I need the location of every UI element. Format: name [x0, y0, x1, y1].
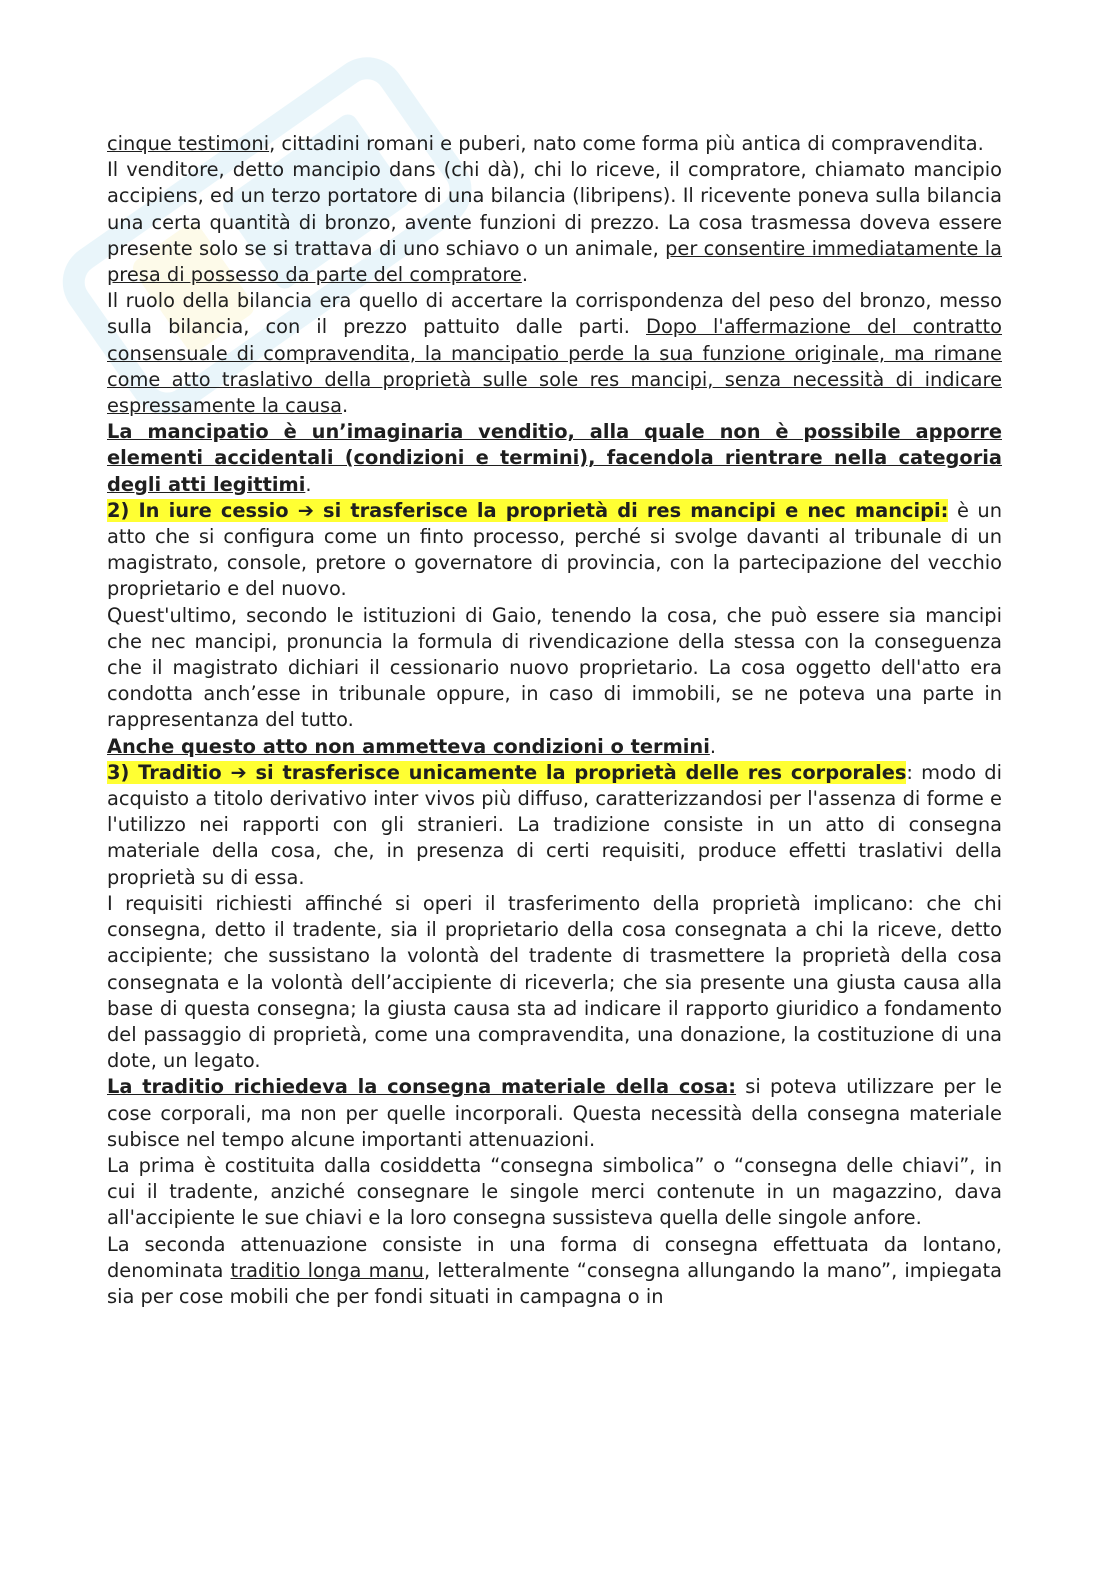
- text-run: .: [305, 472, 312, 496]
- paragraph-p6: [107, 603, 1002, 734]
- text-run: La traditio richiedeva la consegna materiale della cosa:: [107, 1075, 737, 1099]
- text-run: Quest'ultimo, secondo le istituzioni di Gaio, tenendo la cosa, che può essere sia mancipi che nec mancipi, pronuncia la formula di rivendicazione della stessa con la conseguenza che il magistrato dichiari il cessionario nuovo proprietario. La cosa oggetto dell'atto era condotta anch’esse in tribunale oppure, in caso di immobili, se ne poteva una parte in rappresentanza del tutto.: [107, 603, 1002, 732]
- text-run: La mancipatio è un’imaginaria venditio, alla quale non è possibile apporre elementi accidentali (condizioni e termini), facendola rientrare nella categoria degli atti legittimi: [107, 420, 1002, 496]
- paragraph-p4: [107, 419, 1002, 498]
- paragraph-p1: [107, 131, 1002, 157]
- text-run: 3) Traditio: [107, 760, 231, 784]
- text-run: .: [709, 734, 717, 758]
- text-run: per consentire immediatamente la presa di possesso da parte del compratore: [107, 236, 1002, 287]
- arrow-right-icon: ➔: [230, 760, 247, 784]
- document-body: [107, 131, 1002, 1310]
- text-run: Il ruolo della bilancia era quello di accertare la corrispondenza del peso del bronzo, messo sulla bilancia, con il prezzo pattuito dalle parti.: [107, 289, 1002, 339]
- text-run: .: [341, 394, 349, 418]
- text-run: si trasferisce la proprietà di res mancipi e nec mancipi:: [313, 498, 949, 522]
- text-run: si trasferisce unicamente la proprietà delle res corporales: [246, 760, 907, 784]
- text-run: si poteva utilizzare per le cose corporali, ma non per quelle incorporali. Questa necessità della consegna materiale subisce nel tempo alcune importanti attenuazioni.: [107, 1075, 1002, 1151]
- text-run: Dopo l'affermazione del contratto consensuale di compravendita, la mancipatio perde la sua funzione originale, ma rimane come atto traslativo della proprietà sulle sole res mancipi, senza necessità di indicare espressamente la causa: [107, 315, 1002, 418]
- arrow-right-icon: ➔: [297, 498, 314, 522]
- text-run: è un atto che si configura come un finto processo, perché si svolge davanti al tribunale di un magistrato, console, pretore o governatore di provincia, con la partecipazione del vecchio proprietario e del nuovo.: [107, 498, 1002, 601]
- paragraph-p9: [107, 891, 1002, 1074]
- text-run: .: [521, 263, 529, 287]
- text-run: I requisiti richiesti affinché si operi il trasferimento della proprietà implicano: che chi consegna, detto il tradente, sia il proprietario della cosa consegnata a chi la riceve, detto accipiente; che sussistano la volontà del tradente di trasmettere la proprietà della cosa consegnata e la volontà dell’accipiente di riceverla; che sia presente una giusta causa alla base di questa consegna; la giusta causa sta ad indicare il rapporto giuridico a fondamento del passaggio di proprietà, come una compravendita, una donazione, la costituzione di una dote, un legato.: [107, 891, 1002, 1073]
- text-run: Il venditore, detto mancipio dans (chi dà), chi lo riceve, il compratore, chiamato mancipio accipiens, ed un terzo portatore di una bilancia (libripens). Il ricevente poneva sulla bilancia una certa quantità di bronzo, avente funzioni di prezzo. La cosa trasmessa doveva essere presente solo se si trattava di uno schiavo o un animale,: [107, 158, 1002, 260]
- paragraph-p10: [107, 1074, 1002, 1153]
- text-run: 2) In iure cessio: [107, 498, 298, 522]
- text-run: : modo di acquisto a titolo derivativo inter vivos più diffuso, caratterizzandosi per l'assenza di forme e l'utilizzo nei rapporti con gli stranieri. La tradizione consiste in un atto di consegna materiale della cosa, che, in presenza di certi requisiti, produce effetti traslativi della proprietà su di essa.: [107, 760, 1002, 889]
- paragraph-p7: [107, 734, 1002, 760]
- text-run: Anche questo atto non ammetteva condizioni o termini: [107, 734, 710, 758]
- text-run: , letteralmente “consegna allungando la mano”, impiegata sia per cose mobili che per fondi situati in campagna o in: [107, 1258, 1002, 1308]
- paragraph-p3: [107, 288, 1002, 419]
- text-run: cinque testimoni: [107, 132, 270, 155]
- text-run: La seconda attenuazione consiste in una forma di consegna effettuata da lontano, denominata: [107, 1232, 1002, 1282]
- text-run: La prima è costituita dalla cosiddetta “consegna simbolica” o “consegna delle chiavi”, in cui il tradente, anziché consegnare le singole merci contenute in un magazzino, dava all'accipiente le sue chiavi e la loro consegna sussisteva quella delle singole anfore.: [107, 1153, 1002, 1230]
- text-run: , cittadini romani e puberi, nato come forma più antica di compravendita.: [269, 132, 984, 155]
- paragraph-p8: [107, 760, 1002, 891]
- paragraph-p12: [107, 1232, 1002, 1311]
- paragraph-p2: [107, 157, 1002, 288]
- paragraph-p5: [107, 498, 1002, 603]
- paragraph-p11: [107, 1153, 1002, 1232]
- text-run: traditio longa manu: [230, 1258, 424, 1282]
